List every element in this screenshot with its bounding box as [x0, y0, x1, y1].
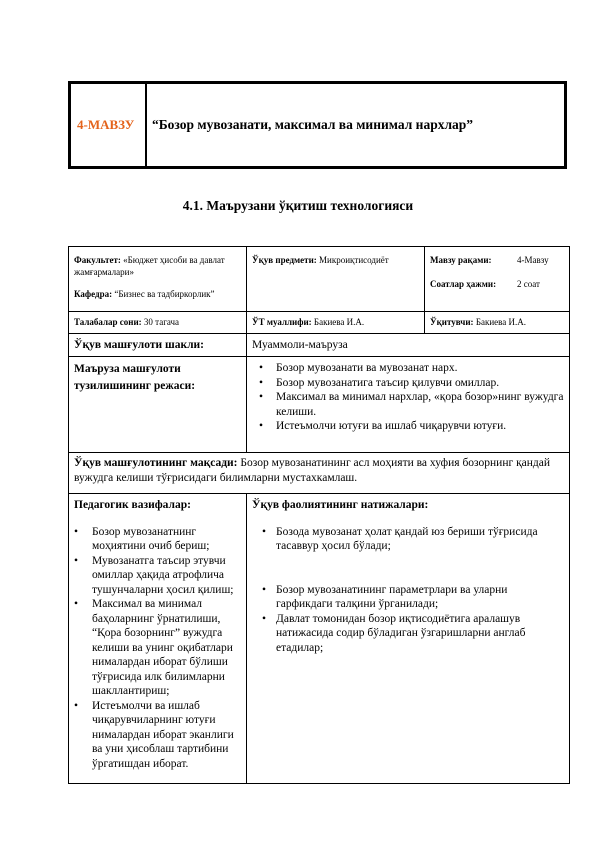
author-label: ЎТ муаллифи: — [252, 317, 312, 327]
topic-number-cell — [425, 247, 570, 312]
teacher-cell — [425, 312, 570, 334]
form-label-cell — [69, 334, 247, 357]
results-cell — [247, 494, 570, 784]
task-item: • Истеъмолчи ва ишлаб чиқарувчиларнинг ютуғи нималардан иборат эканлиги ва уни ҳисоблаш тартибини ўргатишдан иборат. — [74, 699, 242, 772]
form-value-cell — [247, 334, 570, 357]
topic-no-value: 4-Мавзу — [517, 255, 549, 265]
info-row — [69, 247, 570, 312]
students-label: Талабалар сони: — [74, 317, 142, 327]
results-list — [252, 525, 565, 656]
form-value: Муаммоли-маъруза — [252, 339, 348, 351]
people-row — [69, 312, 570, 334]
plan-row — [69, 357, 570, 453]
topic-title: “Бозор мувозанати, максимал ва минимал нархлар” — [152, 117, 474, 132]
teacher-value: Бакиева И.А. — [475, 317, 527, 327]
faculty-label: Факультет: — [74, 255, 121, 265]
results-label: Ўқув фаолиятининг натижалари: — [252, 499, 429, 511]
task-item: • Максимал ва минимал баҳоларнинг ўрнатилиши, “Қора бозорнинг” вужудга келиши ва унинг оқибатлари нималардан иборат бўлиши тўғрисида илк билимларни шакллантириш; — [74, 597, 242, 699]
students-cell — [69, 312, 247, 334]
subject-label: Ўқув предмети: — [252, 255, 317, 265]
plan-list — [250, 361, 565, 434]
goal-text: Бозор мувозанатининг асл моҳияти ва хуфия бозорнинг қандай вужудга келиши тўғрисидаги билимларни мустахкамлаш. — [74, 457, 551, 484]
subject-value: Микроиқтисодиёт — [319, 255, 389, 265]
lesson-technology-table — [68, 246, 570, 784]
section-heading: 4.1. Маърузани ўқитиш технологияси — [182, 198, 414, 213]
author-cell — [247, 312, 425, 334]
task-item: • Мувозанатга таъсир этувчи омиллар ҳақида атрофлича тушунчаларни ҳосил қилиш; — [74, 554, 242, 598]
hours-label: Соатлар ҳажми: — [430, 279, 497, 289]
tasks-list — [74, 525, 242, 772]
faculty-value: «Бюджет ҳисоби ва давлат жамғармалари» — [74, 255, 225, 277]
topic-number: 4-МАВЗУ — [71, 84, 147, 166]
form-row — [69, 334, 570, 357]
result-item: • Бозода мувозанат ҳолат қандай юз бериши тўғрисида тасаввур ҳосил бўлади; — [252, 525, 565, 554]
author-value: Бакиева И.А. — [313, 317, 365, 327]
form-label: Ўқув машғулоти шакли: — [74, 339, 204, 351]
task-item: • Бозор мувозанатнинг моҳиятини очиб бериш; — [74, 525, 242, 554]
plan-item: • Истеъмолчи ютуғи ва ишлаб чиқарувчи ютуғи. — [250, 419, 565, 434]
department-label: Кафедра: — [74, 289, 113, 299]
plan-item: • Бозор мувозанати ва мувозанат нарх. — [250, 361, 565, 376]
goal-label: Ўқув машғулотининг мақсади: — [74, 457, 238, 469]
topic-title-box — [68, 81, 567, 169]
topic-no-label: Мавзу рақами: — [430, 255, 492, 265]
teacher-label: Ўқитувчи: — [430, 317, 474, 327]
department-value: “Бизнес ва тадбиркорлик” — [114, 289, 215, 299]
plan-item: • Максимал ва минимал нархлар, «қора бозор»нинг вужудга келиши. — [250, 390, 565, 419]
plan-label-cell — [69, 357, 247, 453]
goal-cell — [69, 453, 570, 494]
subject-cell — [247, 247, 425, 312]
tasks-label: Педагогик вазифалар: — [74, 499, 191, 511]
hours-value: 2 соат — [517, 279, 540, 289]
result-item: • Бозор мувозанатининг параметрлари ва уларни гарфикдаги талқини ўрганилади; — [252, 583, 565, 612]
result-item: • Давлат томонидан бозор иқтисодиётига аралашув натижасида содир бўладиган ўзгаришларни англаб етадилар; — [252, 612, 565, 656]
faculty-cell — [69, 247, 247, 312]
goal-row — [69, 453, 570, 494]
students-value: 30 тагача — [143, 317, 180, 327]
plan-items-cell — [247, 357, 570, 453]
tasks-results-row — [69, 494, 570, 784]
plan-label: Маъруза машғулоти тузилишининг режаси: — [74, 363, 196, 392]
plan-item: • Бозор мувозанатига таъсир қилувчи омиллар. — [250, 376, 565, 391]
tasks-cell — [69, 494, 247, 784]
